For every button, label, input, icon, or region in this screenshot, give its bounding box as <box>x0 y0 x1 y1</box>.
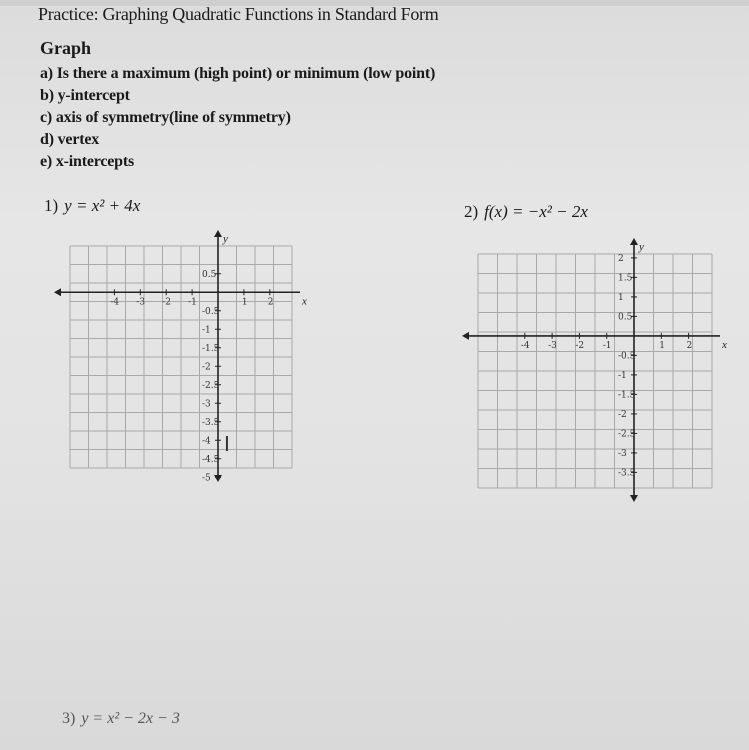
y-axis-label: y <box>639 241 644 253</box>
y-tick-label: -0.5 <box>618 351 636 362</box>
x-tick-label: -1 <box>188 297 197 308</box>
x-tick-label: 1 <box>241 297 248 308</box>
x-tick-label: -2 <box>575 340 585 351</box>
y-tick-label: -2 <box>618 409 627 420</box>
y-tick-label: -1 <box>202 325 211 336</box>
text-cursor-icon: I <box>224 432 230 456</box>
y-axis-arrow <box>630 495 638 502</box>
y-tick-label: -2.5 <box>618 429 636 440</box>
y-tick-label: -1.5 <box>618 390 636 401</box>
x-axis-arrow <box>54 288 61 296</box>
problem-number: 1) <box>44 196 59 215</box>
y-tick-label: -4.5 <box>202 454 220 465</box>
y-axis-arrow <box>630 238 638 245</box>
y-tick-label: 2 <box>618 253 624 264</box>
instruction-item: a) Is there a maximum (high point) or minimum (low point) <box>40 65 436 82</box>
x-tick-label: -4 <box>110 297 120 308</box>
x-axis-label: x <box>722 338 727 351</box>
x-tick-label: -2 <box>162 297 171 308</box>
instruction-list <box>40 63 435 173</box>
y-tick-label: 0.5 <box>202 269 217 280</box>
y-tick-label: -3 <box>618 448 627 459</box>
y-tick-label: 1.5 <box>618 273 633 284</box>
problem-3 <box>62 710 180 728</box>
problem-number: 2) <box>464 202 479 221</box>
x-tick-label: -4 <box>520 340 530 351</box>
y-tick-label: -0.5 <box>202 306 220 317</box>
y-tick-label: -2 <box>202 362 211 373</box>
y-tick-label: -5 <box>202 473 211 484</box>
y-axis-label: y <box>223 233 228 245</box>
y-tick-label: -3.5 <box>202 417 220 428</box>
problem-1 <box>44 196 140 216</box>
y-tick-label: -3.5 <box>618 468 636 479</box>
y-tick-label: -1 <box>618 370 627 381</box>
problem-number: 3) <box>62 710 76 727</box>
instruction-item: e) x-intercepts <box>40 153 135 170</box>
x-tick-label: 2 <box>267 297 274 308</box>
y-axis-arrow <box>214 475 222 482</box>
y-tick-label: -2.5 <box>202 380 220 391</box>
x-axis-arrow <box>462 332 469 340</box>
y-tick-label: 0.5 <box>618 312 633 323</box>
y-axis-arrow <box>214 230 222 237</box>
instruction-item: b) y-intercept <box>40 87 130 104</box>
problem-equation: f(x) = −x² − 2x <box>484 202 588 221</box>
x-axis-label: x <box>302 295 307 308</box>
y-tick-label: -1.5 <box>202 343 220 354</box>
instructions-heading: Graph <box>40 38 92 58</box>
y-tick-label: -4 <box>202 436 211 447</box>
x-tick-label: -3 <box>136 297 146 308</box>
coordinate-grid-2[interactable] <box>466 236 746 508</box>
problem-equation: y = x² + 4x <box>64 196 141 215</box>
problem-2 <box>464 202 588 222</box>
instruction-item: c) axis of symmetry(line of symmetry) <box>40 109 291 126</box>
problem-equation: y = x² − 2x − 3 <box>81 710 180 727</box>
x-tick-label: 2 <box>686 340 693 351</box>
x-tick-label: 1 <box>659 340 666 351</box>
x-tick-label: -3 <box>548 340 557 351</box>
coordinate-grid-1[interactable] <box>50 228 320 488</box>
worksheet-title: Practice: Graphing Quadratic Functions in Standard Form <box>38 4 439 24</box>
y-tick-label: 1 <box>618 292 624 303</box>
x-tick-label: -1 <box>602 340 612 351</box>
y-tick-label: -3 <box>202 399 211 410</box>
instruction-item: d) vertex <box>40 131 100 148</box>
